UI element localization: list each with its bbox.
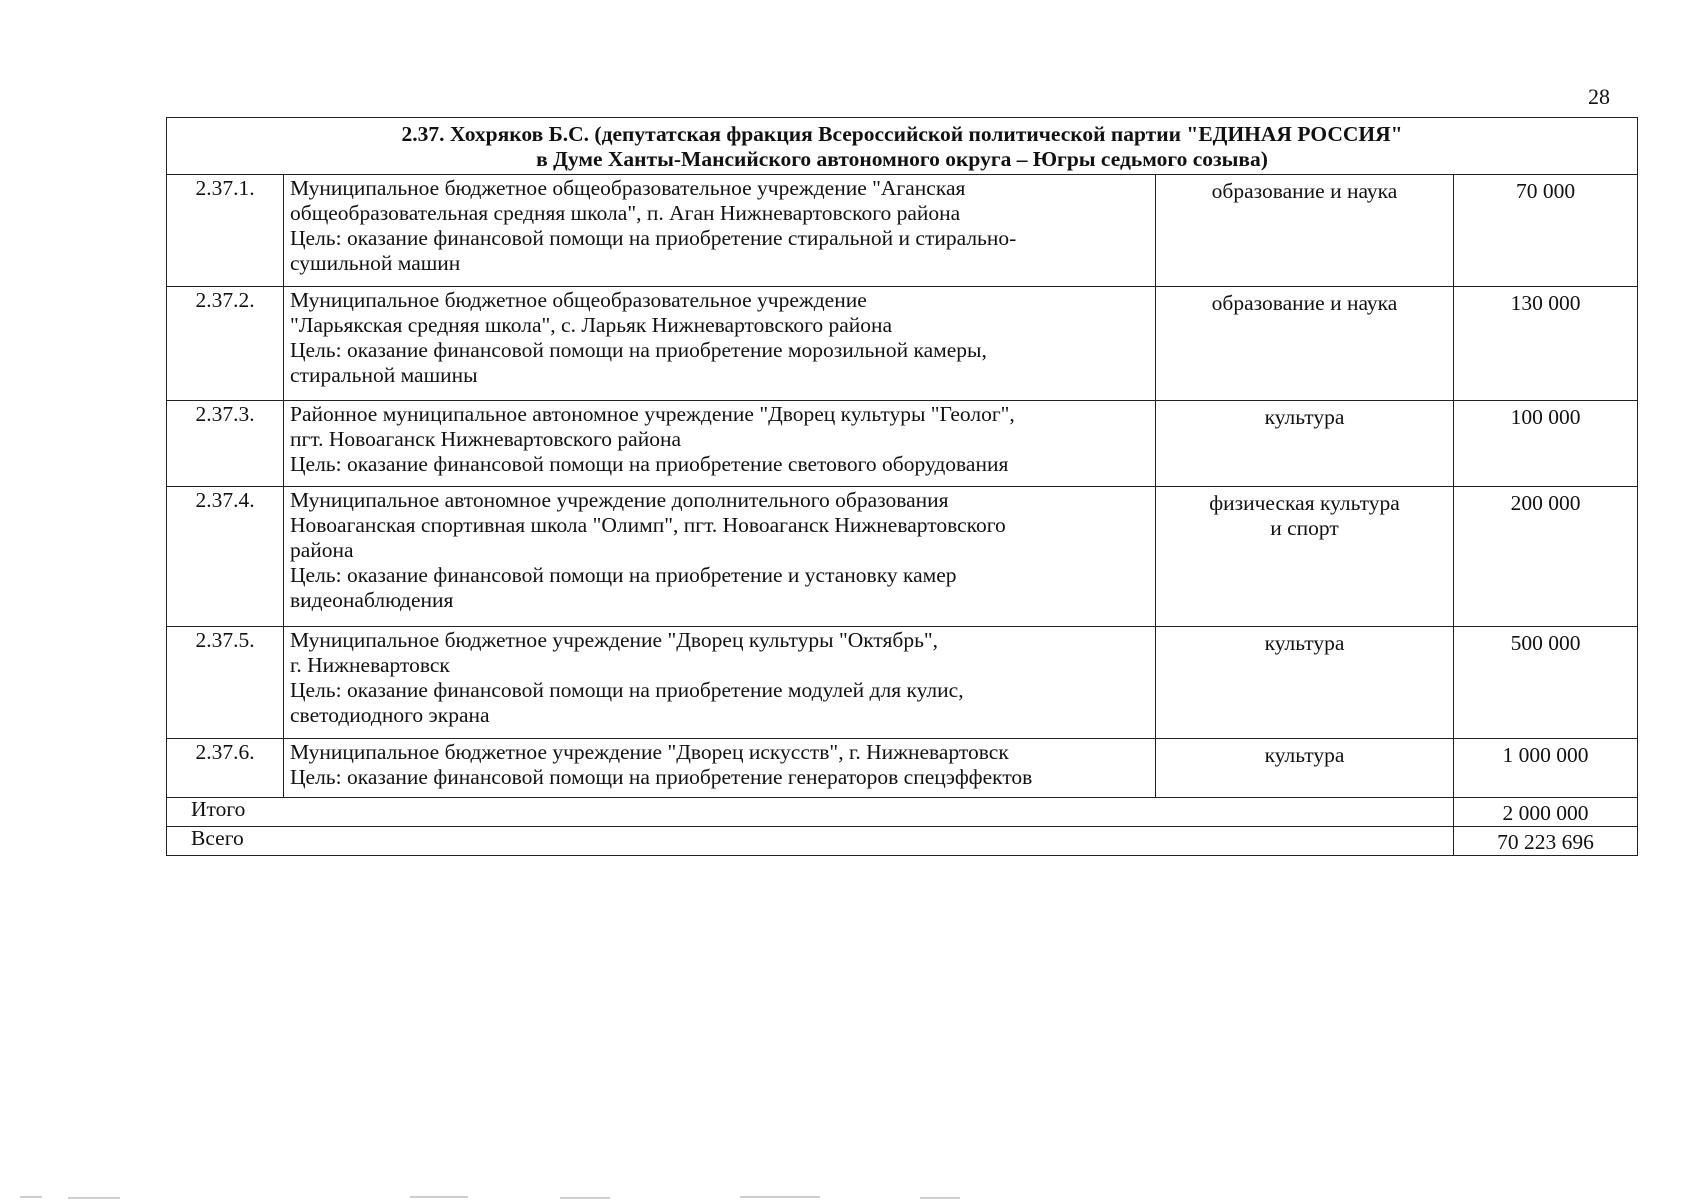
grand-total-label: Всего (167, 827, 1454, 856)
row-number: 2.37.6. (167, 739, 284, 798)
section-title-line-2: в Думе Ханты-Мансийского автономного округа – Югры седьмого созыва) (536, 147, 1268, 171)
row-amount: 100 000 (1454, 401, 1638, 487)
section-title-line-1: 2.37. Хохряков Б.С. (депутатская фракция Всероссийской политической партии "ЕДИНАЯ РОССИЯ" (401, 122, 1403, 146)
description-line: Цель: оказание финансовой помощи на приобретение генераторов спецэффектов (290, 765, 1033, 789)
area-line: культура (1264, 405, 1345, 429)
row-amount: 500 000 (1454, 627, 1638, 739)
section-header (167, 118, 1638, 175)
row-area (1156, 401, 1454, 487)
row-number: 2.37.4. (167, 487, 284, 627)
description-line: видеонаблюдения (290, 588, 454, 612)
area-line: образование и наука (1211, 291, 1398, 315)
table-row (167, 401, 1638, 487)
description-line: Муниципальное автономное учреждение дополнительного образования (290, 488, 949, 512)
row-amount: 1 000 000 (1454, 739, 1638, 798)
description-line: "Ларьякская средняя школа", с. Ларьяк Нижневартовского района (290, 313, 893, 337)
description-line: Муниципальное бюджетное учреждение "Дворец культуры "Октябрь", (290, 628, 939, 652)
scan-artifact (68, 1197, 120, 1199)
section-header-row (167, 118, 1638, 175)
description-line: Цель: оказание финансовой помощи на приобретение и установку камер (290, 563, 957, 587)
description-line: Районное муниципальное автономное учреждение "Дворец культуры "Геолог", (290, 402, 1015, 426)
row-area (1156, 487, 1454, 627)
description-line: г. Нижневартовск (290, 653, 450, 677)
page-number: 28 (1588, 84, 1610, 109)
description-line: Муниципальное бюджетное общеобразовательное учреждение "Аганская (290, 176, 966, 200)
description-line: Муниципальное бюджетное общеобразовательное учреждение (290, 288, 867, 312)
row-area (1156, 739, 1454, 798)
row-number: 2.37.1. (167, 175, 284, 287)
row-description (284, 627, 1156, 739)
row-number: 2.37.2. (167, 287, 284, 401)
description-line: Цель: оказание финансовой помощи на приобретение морозильной камеры, (290, 338, 987, 362)
row-amount: 70 000 (1454, 175, 1638, 287)
area-line: физическая культура (1209, 491, 1400, 515)
table-rows (167, 175, 1638, 798)
description-line: стиральной машины (290, 363, 478, 387)
description-line: Цель: оказание финансовой помощи на приобретение светового оборудования (290, 452, 1009, 476)
table-row (167, 175, 1638, 287)
description-line: района (290, 538, 354, 562)
description-line: Муниципальное бюджетное учреждение "Дворец искусств", г. Нижневартовск (290, 740, 1009, 764)
row-description (284, 739, 1156, 798)
row-amount: 130 000 (1454, 287, 1638, 401)
row-area (1156, 287, 1454, 401)
description-line: общеобразовательная средняя школа", п. Аган Нижневартовского района (290, 201, 961, 225)
subtotal-amount: 2 000 000 (1454, 798, 1638, 827)
scan-artifact (920, 1197, 960, 1199)
area-line: образование и наука (1211, 179, 1398, 203)
row-description (284, 487, 1156, 627)
row-amount: 200 000 (1454, 487, 1638, 627)
description-line: пгт. Новоаганск Нижневартовского района (290, 427, 682, 451)
table-row (167, 287, 1638, 401)
row-number: 2.37.3. (167, 401, 284, 487)
description-line: светодиодного экрана (290, 703, 490, 727)
grand-total-amount: 70 223 696 (1454, 827, 1638, 856)
row-area (1156, 627, 1454, 739)
area-line: культура (1264, 631, 1345, 655)
scan-artifact (20, 1196, 42, 1198)
subtotal-label: Итого (167, 798, 1454, 827)
scan-artifact (740, 1196, 820, 1198)
table-row (167, 627, 1638, 739)
table-row (167, 739, 1638, 798)
row-description (284, 175, 1156, 287)
scan-artifact (560, 1197, 610, 1199)
area-line: культура (1264, 743, 1345, 767)
description-line: Цель: оказание финансовой помощи на приобретение стиральной и стирально- (290, 226, 1017, 250)
description-line: Новоаганская спортивная школа "Олимп", пгт. Новоаганск Нижневартовского (290, 513, 1006, 537)
row-number: 2.37.5. (167, 627, 284, 739)
area-line: и спорт (1270, 516, 1339, 540)
scan-artifact (410, 1196, 468, 1198)
table-row (167, 487, 1638, 627)
row-description (284, 287, 1156, 401)
description-line: Цель: оказание финансовой помощи на приобретение модулей для кулис, (290, 678, 964, 702)
row-description (284, 401, 1156, 487)
subtotal-row (167, 798, 1638, 827)
grand-total-row (167, 827, 1638, 856)
description-line: сушильной машин (290, 251, 461, 275)
row-area (1156, 175, 1454, 287)
allocation-table (166, 117, 1638, 856)
